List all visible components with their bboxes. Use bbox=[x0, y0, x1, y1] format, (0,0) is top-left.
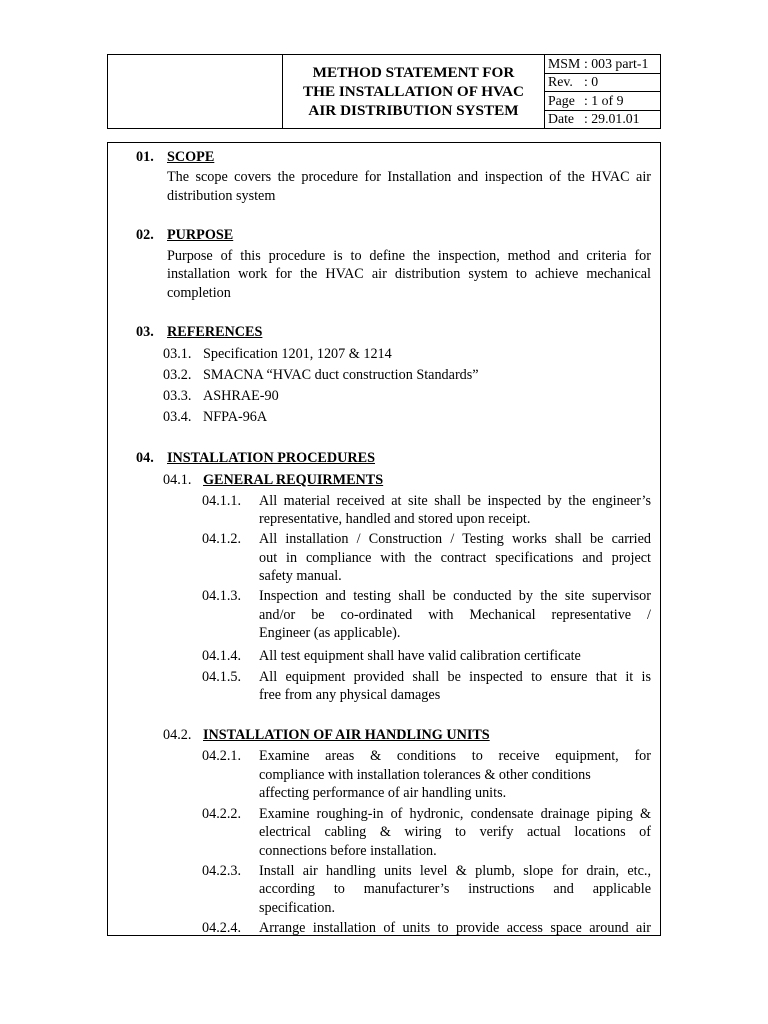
item-text-line: out in compliance with the contract specifications and project bbox=[259, 550, 651, 566]
meta-page: Page : 1 of 9 bbox=[545, 92, 660, 111]
reference-text: SMACNA “HVAC duct construction Standards” bbox=[203, 367, 479, 383]
reference-text: NFPA-96A bbox=[203, 409, 268, 425]
item-text-line: connections before installation. bbox=[259, 843, 437, 859]
item-text-line: electrical cabling & wiring to verify actual locations of bbox=[259, 824, 651, 840]
title-line-3: AIR DISTRIBUTION SYSTEM bbox=[308, 102, 519, 119]
item-text-line: Arrange installation of units to provide access space around air bbox=[259, 920, 651, 936]
item-number: 04.1.4. bbox=[202, 648, 242, 664]
item-text-line: Examine roughing-in of hydronic, condensate drainage piping & bbox=[259, 806, 651, 822]
item-text-line: safety manual. bbox=[259, 568, 342, 584]
title-line-2: THE INSTALLATION OF HVAC bbox=[303, 83, 524, 100]
section-heading-installation: INSTALLATION PROCEDURES bbox=[167, 450, 375, 466]
purpose-text-line: Purpose of this procedure is to define the inspection, method and criteria for bbox=[167, 248, 651, 264]
document-body bbox=[107, 142, 661, 936]
item-text-line: All equipment provided shall be inspected to ensure that it is bbox=[259, 669, 651, 685]
item-text-line: Examine areas & conditions to receive equipment, for bbox=[259, 748, 651, 764]
item-number: 04.1.3. bbox=[202, 588, 242, 604]
subsection-heading-general: GENERAL REQUIRMENTS bbox=[203, 472, 384, 488]
item-text-line: All test equipment shall have valid calibration certificate bbox=[259, 648, 581, 664]
document-meta bbox=[545, 55, 660, 128]
item-number: 04.2.1. bbox=[202, 748, 242, 764]
item-text-line: Install air handling units level & plumb, slope for drain, etc., bbox=[259, 863, 651, 879]
scope-text-line: The scope covers the procedure for Installation and inspection of the HVAC air bbox=[167, 169, 651, 185]
item-number: 04.2.3. bbox=[202, 863, 242, 879]
reference-text: Specification 1201, 1207 & 1214 bbox=[203, 346, 392, 362]
item-text-line: affecting performance of air handling units. bbox=[259, 785, 507, 801]
item-number: 04.2.4. bbox=[202, 920, 242, 936]
scope-text-line: distribution system bbox=[167, 188, 276, 204]
item-text-line: compliance with installation tolerances & other conditions bbox=[259, 767, 591, 783]
item-text-line: Engineer (as applicable). bbox=[259, 625, 401, 641]
purpose-text-line: completion bbox=[167, 285, 231, 301]
section-number: 03. bbox=[136, 324, 154, 340]
item-text-line: and/or be co-ordinated with Mechanical representative / bbox=[259, 607, 651, 623]
item-text-line: specification. bbox=[259, 900, 336, 916]
reference-number: 03.4. bbox=[163, 409, 192, 425]
subsection-number: 04.1. bbox=[163, 472, 192, 488]
logo-cell bbox=[108, 55, 283, 128]
document-title bbox=[283, 55, 545, 128]
section-number: 02. bbox=[136, 227, 154, 243]
item-text-line: All installation / Construction / Testing works shall be carried bbox=[259, 531, 651, 547]
section-heading-references: REFERENCES bbox=[167, 324, 263, 340]
item-text-line: All material received at site shall be inspected by the engineer’s bbox=[259, 493, 651, 509]
title-line-1: METHOD STATEMENT FOR bbox=[312, 64, 515, 81]
meta-rev: Rev. : 0 bbox=[545, 74, 660, 93]
reference-number: 03.3. bbox=[163, 388, 192, 404]
reference-number: 03.1. bbox=[163, 346, 192, 362]
item-text-line: representative, handled and stored upon receipt. bbox=[259, 511, 531, 527]
reference-number: 03.2. bbox=[163, 367, 192, 383]
section-heading-purpose: PURPOSE bbox=[167, 227, 234, 243]
item-text-line: according to manufacturer’s instructions and applicable bbox=[259, 881, 651, 897]
purpose-text-line: installation work for the HVAC air distribution system to achieve mechanical bbox=[167, 266, 651, 282]
item-number: 04.1.2. bbox=[202, 531, 242, 547]
reference-text: ASHRAE-90 bbox=[203, 388, 279, 404]
item-number: 04.2.2. bbox=[202, 806, 242, 822]
item-text-line: Inspection and testing shall be conducted by the site supervisor bbox=[259, 588, 651, 604]
meta-date: Date : 29.01.01 bbox=[548, 111, 640, 127]
section-heading-scope: SCOPE bbox=[167, 149, 215, 165]
meta-msm: MSM : 003 part-1 bbox=[545, 55, 660, 74]
item-number: 04.1.1. bbox=[202, 493, 242, 509]
section-number: 04. bbox=[136, 450, 154, 466]
section-number: 01. bbox=[136, 149, 154, 165]
item-number: 04.1.5. bbox=[202, 669, 242, 685]
subsection-number: 04.2. bbox=[163, 727, 192, 743]
subsection-heading-ahu: INSTALLATION OF AIR HANDLING UNITS bbox=[203, 727, 490, 743]
item-text-line: free from any physical damages bbox=[259, 687, 441, 703]
document-header bbox=[107, 54, 661, 129]
